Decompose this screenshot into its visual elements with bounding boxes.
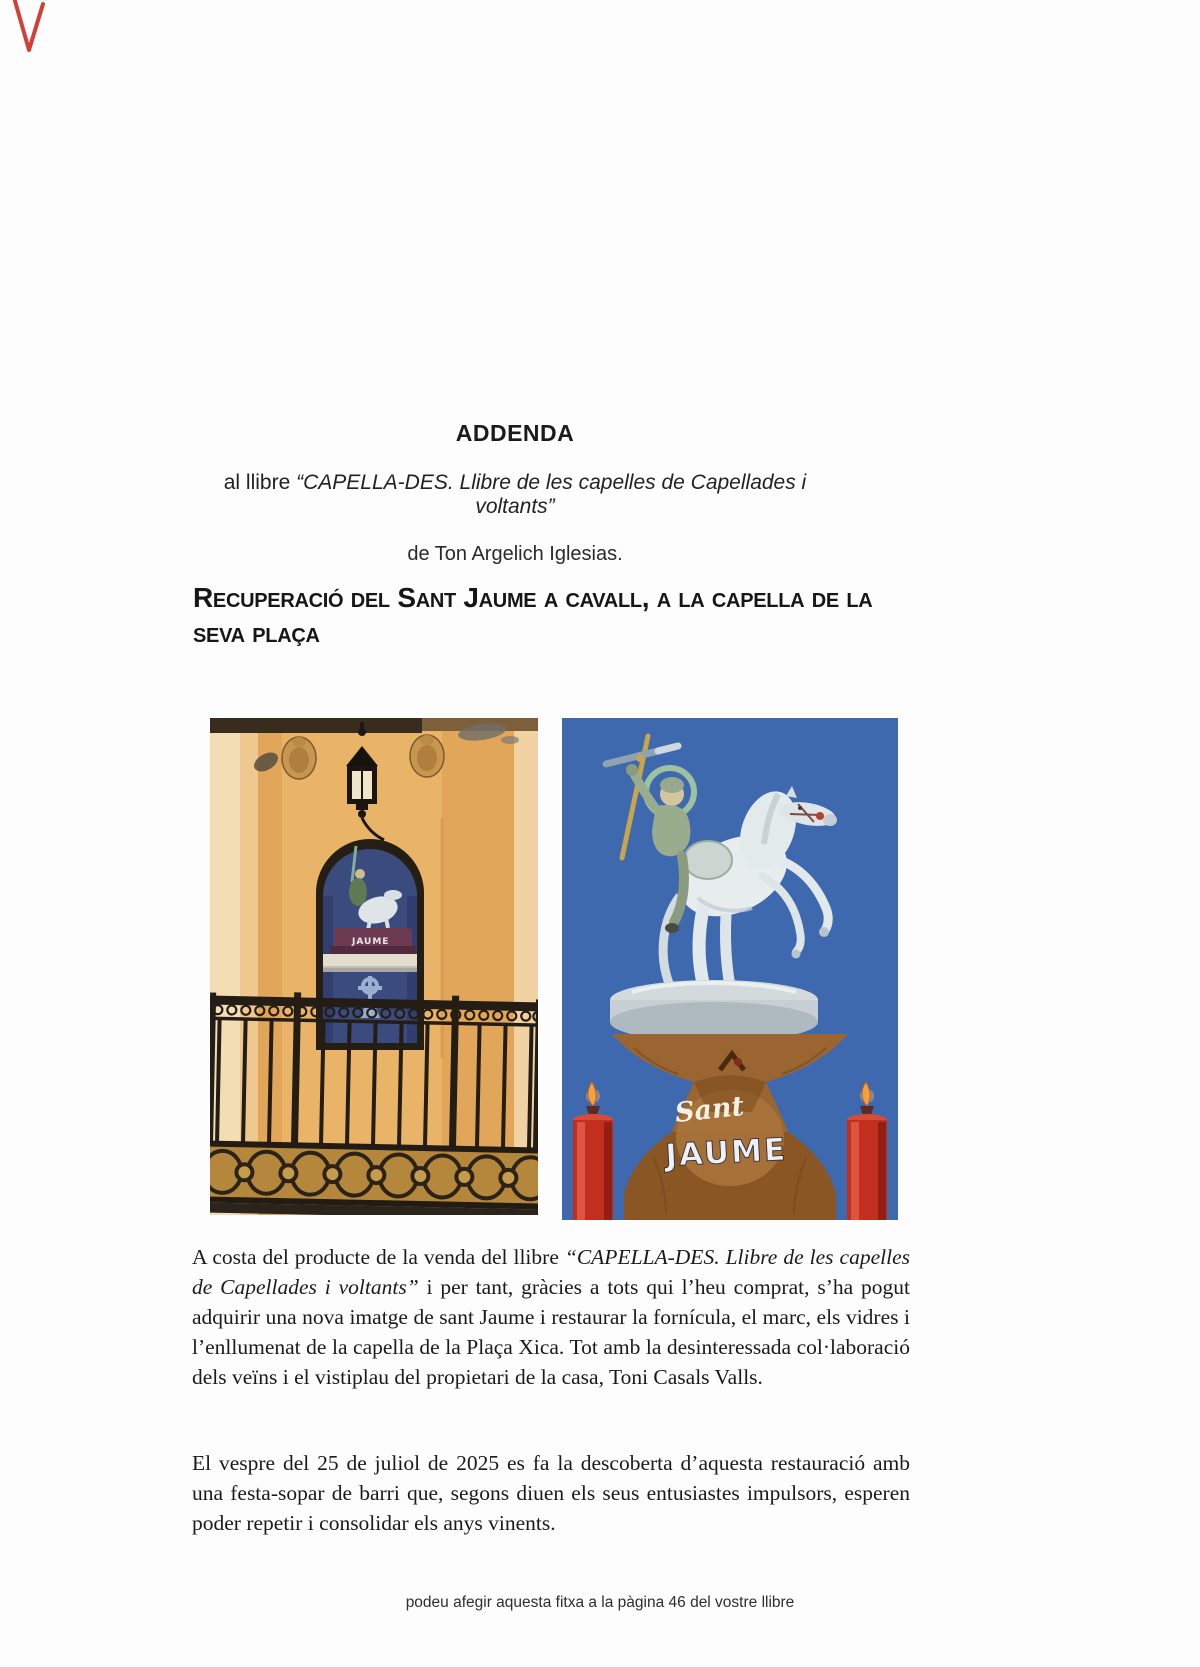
- statue-base-plate: [610, 980, 818, 1042]
- niche-pedestal-label: JAUME: [352, 937, 390, 947]
- book-ref-title: “CAPELLA-DES. Llibre de les capelles de Capellades i voltants”: [296, 471, 807, 518]
- pedestal-text-jaume: JAUME: [664, 1131, 789, 1174]
- article-heading: Recuperació del Sant Jaume a cavall, a la capella de la seva plaça: [193, 582, 873, 648]
- book-reference-line: [190, 471, 840, 519]
- book-ref-prefix: al llibre: [223, 471, 297, 494]
- red-pen-mark: [8, 0, 50, 62]
- paragraph-1-rest: i per tant, gràcies a tots qui l’heu comprat, s’ha pogut adquirir una nova imatge de sant Jaume i restaurar la fornícula, el marc, els vidres i l’enllumenat de la capella de la Plaça Xica. Tot amb la desinteressada col·laboració dels veïns i el vistiplau del propietari de la casa, Toni Casals Valls.: [192, 1275, 910, 1389]
- header-block: [190, 420, 840, 566]
- photo-sant-jaume-statue: [562, 718, 898, 1220]
- stone-ornament-left: [282, 737, 316, 779]
- chapel-niche: [316, 839, 424, 1050]
- stone-ornament-right: [410, 735, 444, 777]
- page-title: ADDENDA: [455, 420, 575, 446]
- photo-chapel-facade: [210, 718, 538, 1215]
- paragraph-1-book-title: “CAPELLA-DES. Llibre de les capelles de Capellades i voltants”: [192, 1245, 910, 1299]
- paragraph-2: El vespre del 25 de juliol de 2025 es fa la descoberta d’aquesta restauració amb una festa-sopar de barri que, segons diuen els seus entusiastes impulsors, esperen poder repetir i consolidar els anys vinents.: [192, 1451, 910, 1535]
- paragraph-1-prefix: A costa del producte de la venda del llibre: [192, 1245, 565, 1269]
- paragraph-1: [192, 1242, 910, 1392]
- author-line: de Ton Argelich Iglesias.: [407, 543, 623, 565]
- pedestal-text-sant: Sant: [673, 1090, 746, 1129]
- footer-note: podeu afegir aquesta fitxa a la pàgina 46 del vostre llibre: [405, 1594, 795, 1611]
